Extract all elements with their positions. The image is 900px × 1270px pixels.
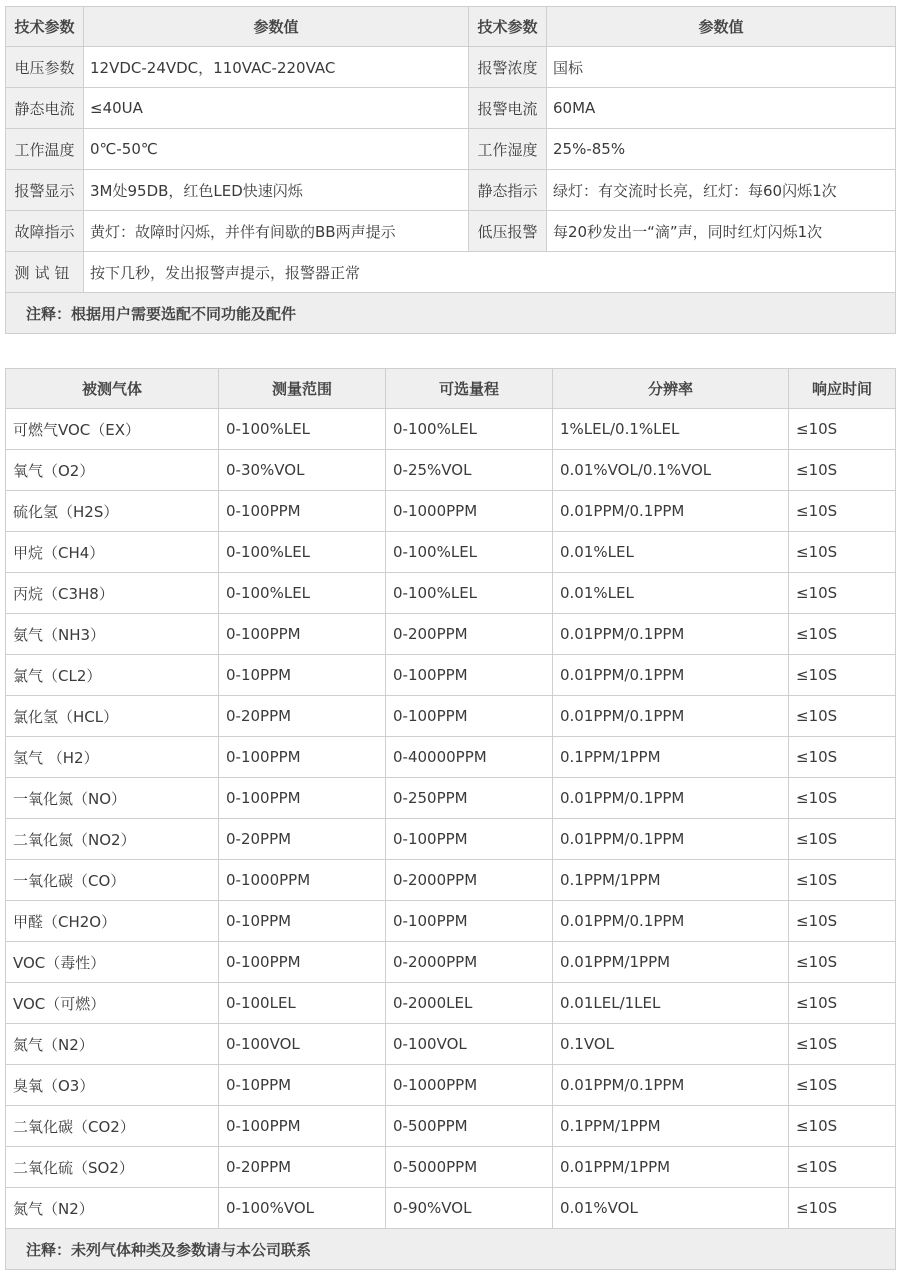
spec-value: 按下几秒，发出报警声提示，报警器正常 bbox=[84, 252, 896, 293]
response-time-cell: ≤10S bbox=[789, 1188, 896, 1229]
response-time-cell: ≤10S bbox=[789, 942, 896, 983]
measure-range-cell: 0-1000PPM bbox=[219, 860, 386, 901]
response-time-cell: ≤10S bbox=[789, 1147, 896, 1188]
optional-range-cell: 0-100%LEL bbox=[386, 532, 553, 573]
spec-table bbox=[5, 6, 896, 334]
gas-row bbox=[6, 614, 896, 655]
response-time-cell: ≤10S bbox=[789, 532, 896, 573]
gas-row bbox=[6, 737, 896, 778]
resolution-cell: 0.1PPM/1PPM bbox=[553, 860, 789, 901]
optional-range-cell: 0-25%VOL bbox=[386, 450, 553, 491]
spec-key: 测试钮 bbox=[6, 252, 84, 293]
optional-range-cell: 0-90%VOL bbox=[386, 1188, 553, 1229]
gas-row bbox=[6, 1106, 896, 1147]
gas-row bbox=[6, 532, 896, 573]
spec-header-value: 参数值 bbox=[84, 7, 469, 47]
response-time-cell: ≤10S bbox=[789, 983, 896, 1024]
optional-range-cell: 0-1000PPM bbox=[386, 1065, 553, 1106]
spec-value: 每20秒发出一“滴”声，同时红灯闪烁1次 bbox=[547, 211, 896, 252]
optional-range-cell: 0-100PPM bbox=[386, 655, 553, 696]
gas-name-cell: 一氧化碳（CO） bbox=[6, 860, 219, 901]
resolution-cell: 0.01LEL/1LEL bbox=[553, 983, 789, 1024]
response-time-cell: ≤10S bbox=[789, 819, 896, 860]
resolution-cell: 0.01%VOL/0.1%VOL bbox=[553, 450, 789, 491]
resolution-cell: 0.01PPM/0.1PPM bbox=[553, 491, 789, 532]
gas-row bbox=[6, 819, 896, 860]
resolution-cell: 0.1PPM/1PPM bbox=[553, 737, 789, 778]
optional-range-cell: 0-100VOL bbox=[386, 1024, 553, 1065]
resolution-cell: 0.01PPM/1PPM bbox=[553, 1147, 789, 1188]
gas-name-cell: 丙烷（C3H8） bbox=[6, 573, 219, 614]
gas-header-range: 测量范围 bbox=[219, 369, 386, 409]
measure-range-cell: 0-10PPM bbox=[219, 655, 386, 696]
spec-value: ≤40UA bbox=[84, 88, 469, 129]
gas-name-cell: 二氧化氮（NO2） bbox=[6, 819, 219, 860]
response-time-cell: ≤10S bbox=[789, 1065, 896, 1106]
response-time-cell: ≤10S bbox=[789, 696, 896, 737]
resolution-cell: 0.01PPM/0.1PPM bbox=[553, 778, 789, 819]
gas-header-row bbox=[6, 369, 896, 409]
gas-header-resolution: 分辨率 bbox=[553, 369, 789, 409]
optional-range-cell: 0-100PPM bbox=[386, 696, 553, 737]
optional-range-cell: 0-1000PPM bbox=[386, 491, 553, 532]
optional-range-cell: 0-2000LEL bbox=[386, 983, 553, 1024]
spec-key: 工作湿度 bbox=[469, 129, 547, 170]
gas-note-row bbox=[6, 1229, 896, 1270]
measure-range-cell: 0-100PPM bbox=[219, 942, 386, 983]
resolution-cell: 0.01PPM/0.1PPM bbox=[553, 819, 789, 860]
spec-value: 0℃-50℃ bbox=[84, 129, 469, 170]
optional-range-cell: 0-250PPM bbox=[386, 778, 553, 819]
gas-note: 注释：未列气体种类及参数请与本公司联系 bbox=[6, 1229, 896, 1270]
measure-range-cell: 0-100LEL bbox=[219, 983, 386, 1024]
spec-row bbox=[6, 47, 896, 88]
gas-name-cell: 二氧化碳（CO2） bbox=[6, 1106, 219, 1147]
measure-range-cell: 0-100PPM bbox=[219, 778, 386, 819]
optional-range-cell: 0-100PPM bbox=[386, 819, 553, 860]
gas-name-cell: 氯化氢（HCL） bbox=[6, 696, 219, 737]
spec-test-row bbox=[6, 252, 896, 293]
spec-value: 绿灯：有交流时长亮，红灯：每60闪烁1次 bbox=[547, 170, 896, 211]
spec-key: 静态指示 bbox=[469, 170, 547, 211]
response-time-cell: ≤10S bbox=[789, 655, 896, 696]
response-time-cell: ≤10S bbox=[789, 491, 896, 532]
gas-row bbox=[6, 1188, 896, 1229]
gas-row bbox=[6, 409, 896, 450]
optional-range-cell: 0-100PPM bbox=[386, 901, 553, 942]
gas-name-cell: 氮气（N2） bbox=[6, 1188, 219, 1229]
spec-value: 黄灯：故障时闪烁，并伴有间歇的BB两声提示 bbox=[84, 211, 469, 252]
gas-name-cell: 氮气（N2） bbox=[6, 1024, 219, 1065]
response-time-cell: ≤10S bbox=[789, 778, 896, 819]
response-time-cell: ≤10S bbox=[789, 901, 896, 942]
spec-value: 12VDC-24VDC，110VAC-220VAC bbox=[84, 47, 469, 88]
spec-value: 3M处95DB，红色LED快速闪烁 bbox=[84, 170, 469, 211]
gas-header-response-time: 响应时间 bbox=[789, 369, 896, 409]
spec-key: 静态电流 bbox=[6, 88, 84, 129]
resolution-cell: 0.01PPM/0.1PPM bbox=[553, 655, 789, 696]
response-time-cell: ≤10S bbox=[789, 1106, 896, 1147]
gas-name-cell: 氨气（NH3） bbox=[6, 614, 219, 655]
gas-row bbox=[6, 1065, 896, 1106]
spec-value: 60MA bbox=[547, 88, 896, 129]
gas-row bbox=[6, 573, 896, 614]
measure-range-cell: 0-10PPM bbox=[219, 901, 386, 942]
measure-range-cell: 0-20PPM bbox=[219, 819, 386, 860]
gas-row bbox=[6, 696, 896, 737]
spec-key: 故障指示 bbox=[6, 211, 84, 252]
optional-range-cell: 0-40000PPM bbox=[386, 737, 553, 778]
spec-value: 25%-85% bbox=[547, 129, 896, 170]
gas-header-optional-range: 可选量程 bbox=[386, 369, 553, 409]
gas-name-cell: VOC（毒性） bbox=[6, 942, 219, 983]
spec-key: 工作温度 bbox=[6, 129, 84, 170]
resolution-cell: 0.01%LEL bbox=[553, 573, 789, 614]
resolution-cell: 0.01PPM/0.1PPM bbox=[553, 696, 789, 737]
spec-row bbox=[6, 88, 896, 129]
gas-row bbox=[6, 491, 896, 532]
resolution-cell: 0.1VOL bbox=[553, 1024, 789, 1065]
resolution-cell: 0.01PPM/0.1PPM bbox=[553, 901, 789, 942]
response-time-cell: ≤10S bbox=[789, 409, 896, 450]
spec-header-param-2: 技术参数 bbox=[469, 7, 547, 47]
spec-note-row bbox=[6, 293, 896, 334]
response-time-cell: ≤10S bbox=[789, 614, 896, 655]
optional-range-cell: 0-500PPM bbox=[386, 1106, 553, 1147]
gas-row bbox=[6, 860, 896, 901]
response-time-cell: ≤10S bbox=[789, 860, 896, 901]
spec-header-value-2: 参数值 bbox=[547, 7, 896, 47]
resolution-cell: 0.01PPM/0.1PPM bbox=[553, 1065, 789, 1106]
measure-range-cell: 0-100%LEL bbox=[219, 532, 386, 573]
spec-header-param: 技术参数 bbox=[6, 7, 84, 47]
gas-row bbox=[6, 778, 896, 819]
spec-key: 报警电流 bbox=[469, 88, 547, 129]
gas-row bbox=[6, 1024, 896, 1065]
gas-row bbox=[6, 901, 896, 942]
optional-range-cell: 0-2000PPM bbox=[386, 942, 553, 983]
gas-name-cell: 硫化氢（H2S） bbox=[6, 491, 219, 532]
gas-name-cell: 一氧化氮（NO） bbox=[6, 778, 219, 819]
spec-row bbox=[6, 129, 896, 170]
gas-name-cell: VOC（可燃） bbox=[6, 983, 219, 1024]
gas-row bbox=[6, 942, 896, 983]
measure-range-cell: 0-100PPM bbox=[219, 737, 386, 778]
measure-range-cell: 0-100PPM bbox=[219, 1106, 386, 1147]
measure-range-cell: 0-100VOL bbox=[219, 1024, 386, 1065]
resolution-cell: 0.1PPM/1PPM bbox=[553, 1106, 789, 1147]
response-time-cell: ≤10S bbox=[789, 573, 896, 614]
gas-row bbox=[6, 655, 896, 696]
gas-name-cell: 二氧化硫（SO2） bbox=[6, 1147, 219, 1188]
spec-key: 低压报警 bbox=[469, 211, 547, 252]
resolution-cell: 0.01%LEL bbox=[553, 532, 789, 573]
optional-range-cell: 0-200PPM bbox=[386, 614, 553, 655]
gas-row bbox=[6, 983, 896, 1024]
gas-header-gas: 被测气体 bbox=[6, 369, 219, 409]
measure-range-cell: 0-100%VOL bbox=[219, 1188, 386, 1229]
measure-range-cell: 0-100PPM bbox=[219, 491, 386, 532]
optional-range-cell: 0-2000PPM bbox=[386, 860, 553, 901]
gas-row bbox=[6, 450, 896, 491]
gas-name-cell: 氢气 （H2） bbox=[6, 737, 219, 778]
gas-name-cell: 甲醛（CH2O） bbox=[6, 901, 219, 942]
optional-range-cell: 0-100%LEL bbox=[386, 573, 553, 614]
measure-range-cell: 0-20PPM bbox=[219, 1147, 386, 1188]
measure-range-cell: 0-100PPM bbox=[219, 614, 386, 655]
measure-range-cell: 0-100%LEL bbox=[219, 573, 386, 614]
resolution-cell: 1%LEL/0.1%LEL bbox=[553, 409, 789, 450]
measure-range-cell: 0-30%VOL bbox=[219, 450, 386, 491]
spec-key: 报警显示 bbox=[6, 170, 84, 211]
gas-name-cell: 氯气（CL2） bbox=[6, 655, 219, 696]
optional-range-cell: 0-5000PPM bbox=[386, 1147, 553, 1188]
measure-range-cell: 0-20PPM bbox=[219, 696, 386, 737]
resolution-cell: 0.01%VOL bbox=[553, 1188, 789, 1229]
gas-body bbox=[6, 409, 896, 1229]
spec-row bbox=[6, 211, 896, 252]
spec-row bbox=[6, 170, 896, 211]
measure-range-cell: 0-10PPM bbox=[219, 1065, 386, 1106]
spec-body bbox=[6, 47, 896, 252]
gas-name-cell: 氧气（O2） bbox=[6, 450, 219, 491]
response-time-cell: ≤10S bbox=[789, 1024, 896, 1065]
spec-header-row bbox=[6, 7, 896, 47]
spec-note: 注释：根据用户需要选配不同功能及配件 bbox=[6, 293, 896, 334]
response-time-cell: ≤10S bbox=[789, 450, 896, 491]
gas-table bbox=[5, 368, 896, 1270]
measure-range-cell: 0-100%LEL bbox=[219, 409, 386, 450]
gas-name-cell: 臭氧（O3） bbox=[6, 1065, 219, 1106]
spec-value: 国标 bbox=[547, 47, 896, 88]
resolution-cell: 0.01PPM/0.1PPM bbox=[553, 614, 789, 655]
optional-range-cell: 0-100%LEL bbox=[386, 409, 553, 450]
resolution-cell: 0.01PPM/1PPM bbox=[553, 942, 789, 983]
gas-name-cell: 甲烷（CH4） bbox=[6, 532, 219, 573]
spec-key: 报警浓度 bbox=[469, 47, 547, 88]
gas-row bbox=[6, 1147, 896, 1188]
response-time-cell: ≤10S bbox=[789, 737, 896, 778]
spec-key: 电压参数 bbox=[6, 47, 84, 88]
gas-name-cell: 可燃气VOC（EX） bbox=[6, 409, 219, 450]
